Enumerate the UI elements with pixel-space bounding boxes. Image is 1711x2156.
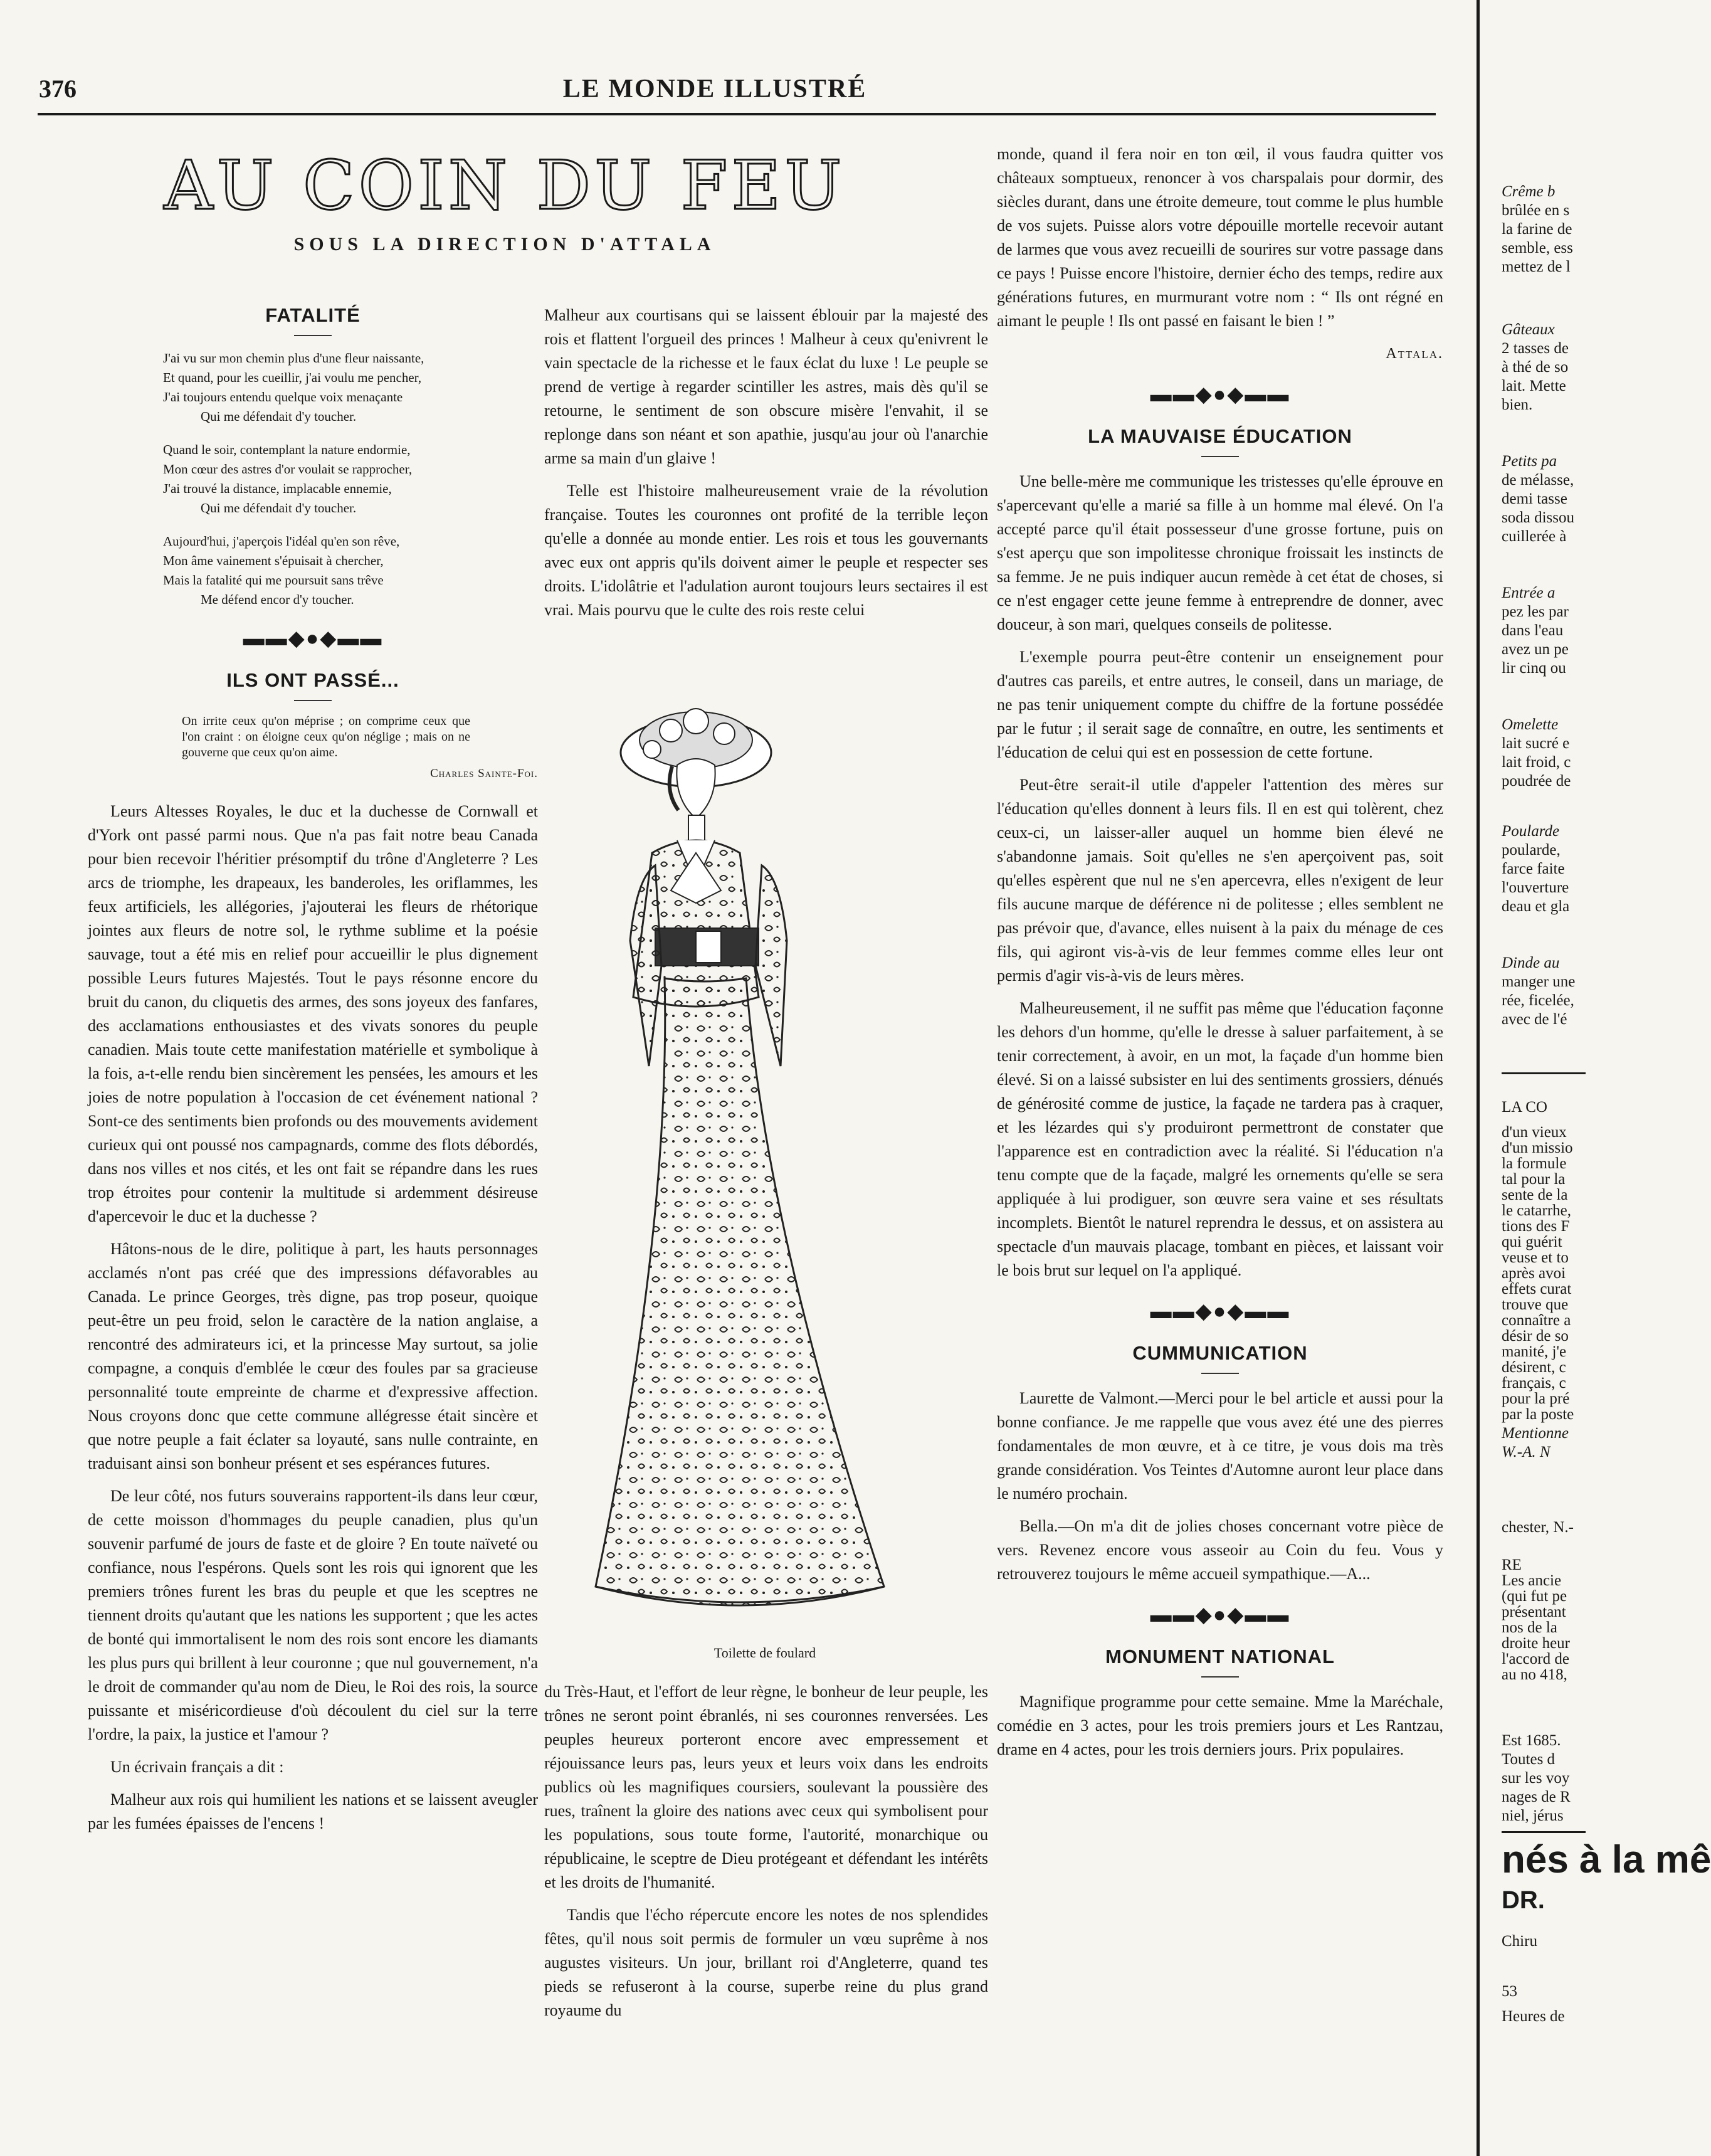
edge-text-fragment: dans l'eau xyxy=(1502,622,1564,639)
article-paragraph: Une belle-mère me communique les tristesses qu'elle éprouve en s'apercevant qu'elle a marié sa fille à un homme mal élevé. On l'a accepté parce qu'il était possesseur d'une grosse fortune, puis on s'est aperçu que son impolitesse chronique froissait les instincts de sa femme. Je ne puis indiquer aucun remède à cet état de choses, si ce n'est engager cette jeune femme à entreprendre de donner, avec douceur, à son mari, quelques conseils de politesse. xyxy=(997,472,1443,633)
edge-text-fragment: droite heur xyxy=(1502,1635,1570,1652)
edge-text-fragment: d'un vieux xyxy=(1502,1124,1567,1141)
edge-text-fragment: manité, j'e xyxy=(1502,1343,1567,1360)
edge-rule xyxy=(1502,1072,1586,1074)
ornament-divider: ▬▬◆●◆▬▬ xyxy=(1150,1604,1290,1627)
adjacent-page-column xyxy=(1502,0,1711,2156)
masthead xyxy=(113,147,897,255)
fashion-illustration xyxy=(602,696,940,1624)
edge-text-fragment: qui guérit xyxy=(1502,1234,1562,1250)
edge-text-fragment: (qui fut pe xyxy=(1502,1588,1567,1605)
poem-stanza xyxy=(163,349,538,426)
edge-text-fragment: de mélasse, xyxy=(1502,472,1574,489)
fatalite-title: FATALITÉ xyxy=(265,304,361,326)
poem-line: Mon cœur des astres d'or voulait se rapprocher, xyxy=(163,462,413,477)
fatalite-poem xyxy=(163,349,538,610)
edge-text-fragment: Omelette xyxy=(1502,716,1559,733)
title-rule xyxy=(294,700,332,701)
column-2-bottom xyxy=(544,1680,988,2031)
edge-text-fragment: Chiru xyxy=(1502,1933,1537,1950)
page-number: 376 xyxy=(39,75,76,103)
article-paragraph: Peut-être serait-il utile d'appeler l'attention des mères sur l'éducation qu'elles donnent à leurs fils. Il en est qui tolèrent, chez ceux-ci, un laisser-aller auquel un homme bien élevé ne s'abandonne jamais. Soit qu'elles ne s'en aperçoivent pas, soit qu'elles espèrent que nul ne s'en apercevra, elles n'exigent de leur fils aucune marque de déférence ni de politesse ; elles semblent ne pas prévoir que, d'avance, elles nuisent à la paix du ménage de ces fils, qui agiront vis-à-vis de leur femmes comme elles leur ont permis d'agir vis-à-vis de leurs mères. xyxy=(997,776,1443,985)
edge-text-fragment: poularde, xyxy=(1502,842,1561,859)
poem-line: Qui me défendait d'y toucher. xyxy=(201,409,357,424)
poem-line: Mon âme vainement s'épuisait à chercher, xyxy=(163,553,384,568)
edge-text-fragment: présentant xyxy=(1502,1604,1566,1620)
edge-text-fragment: trouve que xyxy=(1502,1296,1569,1313)
article-paragraph: Magnifique programme pour cette semaine. Mme la Maréchale, comédie en 3 actes, pour les trois premiers jours et Les Rantzau, drame en 4 actes, pour les trois derniers jours. Prix populaires. xyxy=(997,1693,1443,1758)
title-rule xyxy=(1201,1373,1239,1374)
edge-text-fragment: Les ancie xyxy=(1502,1572,1562,1589)
poem-line: J'ai toujours entendu quelque voix menaçante xyxy=(163,389,403,404)
edge-text-fragment: pez les par xyxy=(1502,603,1569,620)
edge-text-fragment: d'un missio xyxy=(1502,1139,1573,1156)
edge-text-fragment: l'accord de xyxy=(1502,1651,1569,1667)
edge-text-fragment: avez un pe xyxy=(1502,641,1569,658)
edge-text-fragment: Crême b xyxy=(1502,183,1556,200)
article-paragraph: Telle est l'histoire malheureusement vraie de la révolution française. Toutes les couronnes ont profité de la terrible leçon qu'elle a donnée au monde entier. Les rois et tous les gouvernants avec eux ont appris qu'ils doivent aimer le peuple et respecter ses droits. L'idolâtrie et l'adulation auront toujours leurs sectaires il est vrai. Mais pourvu que le culte des rois reste celui xyxy=(544,482,988,619)
edge-text-fragment: le catarrhe, xyxy=(1502,1202,1572,1219)
poem-line: Et quand, pour les cueillir, j'ai voulu me pencher, xyxy=(163,370,422,385)
edge-text-fragment: sente de la xyxy=(1502,1186,1568,1203)
edge-text-fragment: Poularde xyxy=(1502,823,1560,840)
edge-text-fragment: Heures de xyxy=(1502,2008,1565,2025)
ornament-divider: ▬▬◆●◆▬▬ xyxy=(1150,383,1290,406)
edge-text-fragment: au no 418, xyxy=(1502,1666,1567,1683)
edge-text-fragment: deau et gla xyxy=(1502,898,1570,915)
edge-text-fragment: chester, N.- xyxy=(1502,1519,1574,1536)
edge-text-fragment: DR. xyxy=(1502,1886,1545,1914)
edge-text-fragment: l'ouverture xyxy=(1502,879,1569,896)
article-paragraph: du Très-Haut, et l'effort de leur règne, le bonheur de leur peuple, les trônes ne seront point ébranlés, ni ses couronnes renversées. Les peuples heureux porteront encore avec empressement et réjouissance leurs pas, leurs yeux et leurs voix dans les endroits publics où les magnifiques coursiers, soulevant la poussière des rues, traînent la gloire des nations avec ceux qui symbolisent pour les populations, sous toute forme, l'autorité, monarchique ou républicaine, le sceptre de Dieu protégeant et défendant les intérêts et les droits de l'humanité. xyxy=(544,1683,988,1891)
edge-text-fragment: pour la pré xyxy=(1502,1390,1570,1407)
edge-text-fragment: niel, jérus xyxy=(1502,1807,1564,1824)
article-paragraph: De leur côté, nos futurs souverains rapportent-ils dans leur cœur, de cette moisson d'hommages du peuple canadien, plus qu'un souvenir parfumé de jours de faste et de gloire ? En toute naïveté ou confiance, nous l'espérons. Quels sont les rois qui ignorent que les premiers trônes furent les bras du peuple et que les sceptres ne tiennent droits qu'autant que les nations les supportent ; que les actes de bonté qui immortalisent le nom des rois sont encore les diamants les plus purs qui brillent à leur couronne ; que nul gouvernement, n'a le droit de commander qu'au nom de Dieu, le Roi des rois, la source puissante et miséricordieuse d'où découlent du ciel sur la terre l'ordre, la paix, la justice et l'amour ? xyxy=(88,1487,538,1743)
edge-text-fragment: Est 1685. xyxy=(1502,1732,1561,1749)
edge-text-fragment: soda dissou xyxy=(1502,509,1574,526)
edge-text-fragment: connaître a xyxy=(1502,1312,1571,1329)
edge-text-fragment: RE xyxy=(1502,1556,1522,1573)
column-3 xyxy=(997,142,1443,1770)
edge-text-fragment: cuillerée à xyxy=(1502,528,1567,545)
edge-text-fragment: manger une xyxy=(1502,973,1576,990)
edge-text-fragment: la formule xyxy=(1502,1155,1567,1172)
edge-text-fragment: Petits pa xyxy=(1502,453,1557,470)
signature: Attala. xyxy=(1386,346,1443,362)
edge-text-fragment: Entrée a xyxy=(1502,584,1556,601)
journal-title: LE MONDE ILLUSTRÉ xyxy=(562,75,867,103)
title-rule xyxy=(1201,456,1239,457)
edge-text-fragment: désir de so xyxy=(1502,1328,1569,1345)
column-2-top xyxy=(544,304,988,631)
edge-text-fragment: brûlée en s xyxy=(1502,202,1570,219)
article-paragraph: Hâtons-nous de le dire, politique à part, les hauts personnages acclamés n'ont pas créé que des impressions défavorables au Canada. Le prince Georges, très digne, pas trop poseur, quoique peut-être un peu froid, selon le caractère de la nation anglaise, a rencontré des admirateurs ici, et la princesse May surtout, sa jolie compagne, a conquis d'emblée le cœur des foules par sa gracieuse personnalité toute empreinte de charme et d'expressive affection. Nous croyons donc que cette commune allégresse était sincère et que notre peuple a fait éclater sa loyauté, sans nulle contrainte, en traduisant ainsi son bonheur présent et ses espérances futures. xyxy=(88,1240,538,1472)
edge-text-fragment: semble, ess xyxy=(1502,240,1573,256)
edge-text-fragment: effets curat xyxy=(1502,1281,1572,1297)
edge-text-fragment: mettez de l xyxy=(1502,258,1571,275)
section-subtitle: SOUS LA DIRECTION D'ATTALA xyxy=(293,234,716,255)
edge-text-fragment: par la poste xyxy=(1502,1406,1574,1423)
edge-text-fragment: 53 xyxy=(1502,1983,1517,2000)
epigraph: On irrite ceux qu'on méprise ; on comprime ceux que l'on craint : on éloigne ceux qu'on néglige ; mais on ne gouverne que ceux qu'on aime. xyxy=(182,714,470,759)
edge-text-fragment: à thé de so xyxy=(1502,359,1569,376)
edge-text-fragment: Dinde au xyxy=(1502,954,1560,971)
edge-text-fragment: bien. xyxy=(1502,396,1533,413)
poem-line: Qui me défendait d'y toucher. xyxy=(201,500,357,515)
article-paragraph: Malheur aux courtisans qui se laissent éblouir par la majesté des rois et flattent l'orgueil des princes ! Malheur à ceux qu'enivrent le vain spectacle de la richesse et le faux éclat du luxe ! Le peuple se prend de vertige à regarder scintiller les astres, mais dès qu'il se retourne, le sentiment de son obscure misère l'envahit, il se replonge dans son néant et son apathie, jusqu'au jour où l'anarchie arme sa main d'un glaive ! xyxy=(544,306,988,467)
edge-text-fragment: la farine de xyxy=(1502,221,1572,238)
edge-text-fragment: Mentionne xyxy=(1502,1425,1569,1442)
edge-text-fragment: sur les voy xyxy=(1502,1770,1570,1787)
poem-stanza xyxy=(163,440,538,518)
article-paragraph: L'exemple pourra peut-être contenir un enseignement pour d'autres cas pareils, et entre autres, le conseil, dans un mariage, de ne pas tenir uniquement compte du chiffre de la fortune possédée par le futur ; il serait sage de connaître, en outre, les sentiments et l'éducation de celui qui est en possession de cette fortune. xyxy=(997,648,1443,761)
poem-line: J'ai trouvé la distance, implacable ennemie, xyxy=(163,481,392,496)
ornament-divider: ▬▬◆●◆▬▬ xyxy=(1150,1300,1290,1323)
edge-text-fragment: 2 tasses de xyxy=(1502,340,1569,357)
edge-text-fragment: lait froid, c xyxy=(1502,754,1571,771)
edge-text-fragment: Toutes d xyxy=(1502,1751,1556,1768)
edge-text-fragment: français, c xyxy=(1502,1375,1566,1392)
edge-text-fragment: rée, ficelée, xyxy=(1502,992,1574,1009)
ils-ont-passe-title: ILS ONT PASSÉ... xyxy=(226,669,399,691)
edge-text-fragment: lait sucré e xyxy=(1502,735,1570,752)
edge-text-fragment: lir cinq ou xyxy=(1502,660,1566,677)
ornament-divider: ▬▬◆●◆▬▬ xyxy=(243,627,383,650)
article-paragraph: Tandis que l'écho répercute encore les notes de nos splendides fêtes, qu'il nous soit permis de formuler un vœu suprême à nos augustes visiteurs. Un jour, brillant roi d'Angleterre, quand tes pieds se refuseront à la course, superbe reine du plus grand royaume du xyxy=(544,1906,988,2019)
title-rule xyxy=(294,335,332,336)
edge-text-fragment: farce faite xyxy=(1502,860,1565,877)
section-title: AU COIN DU FEU xyxy=(164,147,846,225)
edge-text-fragment: W.-A. N xyxy=(1502,1444,1550,1461)
edge-text-fragment: désirent, c xyxy=(1502,1359,1566,1376)
poem-line: Aujourd'hui, j'aperçois l'idéal qu'en son rêve, xyxy=(163,534,400,549)
edge-text-fragment: veuse et to xyxy=(1502,1249,1569,1266)
article-paragraph: Un écrivain français a dit : xyxy=(110,1758,284,1776)
edge-text-fragment: après avoi xyxy=(1502,1265,1566,1282)
poem-line: Mais la fatalité qui me poursuit sans trêve xyxy=(163,573,384,588)
poem-stanza xyxy=(163,532,538,610)
edge-text-fragment: nos de la xyxy=(1502,1619,1557,1636)
epigraph-author: Charles Sainte-Foi. xyxy=(430,767,538,780)
edge-rule xyxy=(1502,1831,1586,1833)
edge-text-fragment: demi tasse xyxy=(1502,490,1567,507)
monument-national-title: MONUMENT NATIONAL xyxy=(1105,1646,1335,1667)
title-rule xyxy=(1201,1676,1239,1678)
article-paragraph: Leurs Altesses Royales, le duc et la duchesse de Cornwall et d'York ont passé parmi nous. Que n'a pas fait notre beau Canada pour bien recevoir l'héritier présomptif du trône d'Angleterre ? Les arcs de triomphe, les drapeaux, les banderoles, les oriflammes, les feux artificiels, les allégories, j'ajouterai les fleurs de rhétorique jointes aux fleurs de notre sol, le rythme sublime et la poésie sauvage, tout a été mis en relief pour accueillir le plus dignement possible Leurs futures Majestés. Tout le pays résonne encore du bruit du canon, du cliquetis des armes, des sons joyeux des fanfares, des acclamations enthousiastes et des vivats sonores du peuple canadien. Mais toute cette manifestation matérielle et symbolique à la fois, a-t-elle rendu bien sincèrement les pensées, les amours et les joies de notre population à l'occasion de cet événement national ? Sont-ce des sentiments bien profonds ou des mouvements avidement curieux qui ont poussé nos campagnards, comme des flots débordés, dans nos villes et nos cités, et les ont fait se répandre dans les rues trop étroites pour contenir la multitude si ardemment désireuse d'apercevoir le duc et la duchesse ? xyxy=(88,802,538,1225)
edge-text-fragment: nages de R xyxy=(1502,1789,1571,1805)
gutter-rule xyxy=(1477,0,1480,2156)
column-1 xyxy=(88,304,538,1844)
poem-line: J'ai vu sur mon chemin plus d'une fleur naissante, xyxy=(163,351,424,366)
article-paragraph: monde, quand il fera noir en ton œil, il vous faudra quitter vos châteaux somptueux, renoncer à vos charspalais pour dormir, des siècles durant, dans une étroite demeure, tout comme le plus humble de vos sujets. Puisse alors votre dépouille mortelle recevoir autant de larmes que vous avez recueilli de sourires sur votre passage dans ce pays ! Puisse encore l'histoire, dernier écho des temps, redire aux générations futures, en murmurant votre nom : “ Ils ont régné en aimant le peuple ! Ils ont passé en faisant le bien ! ” xyxy=(997,145,1443,330)
poem-line: Quand le soir, contemplant la nature endormie, xyxy=(163,442,411,457)
mauvaise-education-title: LA MAUVAISE ÉDUCATION xyxy=(1088,425,1352,447)
edge-text-fragment: lait. Mette xyxy=(1502,378,1566,394)
edge-text-fragment: tions des F xyxy=(1502,1218,1570,1235)
edge-text-fragment: nés à la mê xyxy=(1502,1838,1711,1881)
edge-text-fragment: tal pour la xyxy=(1502,1171,1566,1188)
edge-text-fragment: Gâteaux xyxy=(1502,321,1555,338)
header-rule xyxy=(38,113,1436,115)
figure-caption: Toilette de foulard xyxy=(713,1645,816,1661)
article-paragraph: Laurette de Valmont.—Merci pour le bel article et aussi pour la bonne confiance. Je me rappelle que vous avez été une des pierres fondamentales de mon œuvre, et à ce titre, je vous dois ma très grande considération. Vos Teintes d'Automne auront leur place dans le numéro prochain. xyxy=(997,1389,1443,1503)
edge-text-fragment: avec de l'é xyxy=(1502,1011,1567,1028)
article-paragraph: Bella.—On m'a dit de jolies choses concernant votre pièce de vers. Revenez encore vous asseoir au Coin du feu. Vous y retrouverez toujours le même accueil sympathique.—A... xyxy=(997,1517,1443,1583)
edge-text-fragment: LA CO xyxy=(1502,1099,1547,1116)
poem-line: Me défend encor d'y toucher. xyxy=(201,592,354,607)
edge-text-fragment: poudrée de xyxy=(1502,773,1571,790)
communication-title: CUMMUNICATION xyxy=(1132,1342,1308,1364)
article-paragraph: Malheureusement, il ne suffit pas même que l'éducation façonne les dehors d'un homme, qu'elle le dresse à saluer parfaitement, à se tenir correctement, à avoir, en un mot, la façade d'un homme bien élevé. Si on a laissé subsister en lui des sentiments grossiers, dénués de générosité comme de justice, la façade ne tardera pas à craquer, et les lézardes qui s'y produiront permettront de constater que l'apparence est en contradiction avec la réalité. Si l'éducation n'a tenu compte que de la façade, malgré les ornements qu'elle se sera appliquée à lui prodiguer, son œuvre sera vaine et ses résultats incomplets. Bientôt le naturel reprendra le dessus, et on assistera au spectacle d'un mauvais placage, tombant en pièces, et laissant voir le bois brut sur lequel on l'a appliqué. xyxy=(997,999,1443,1279)
article-paragraph: Malheur aux rois qui humilient les nations et se laissent aveugler par les fumées épaisses de l'encens ! xyxy=(88,1790,538,1832)
